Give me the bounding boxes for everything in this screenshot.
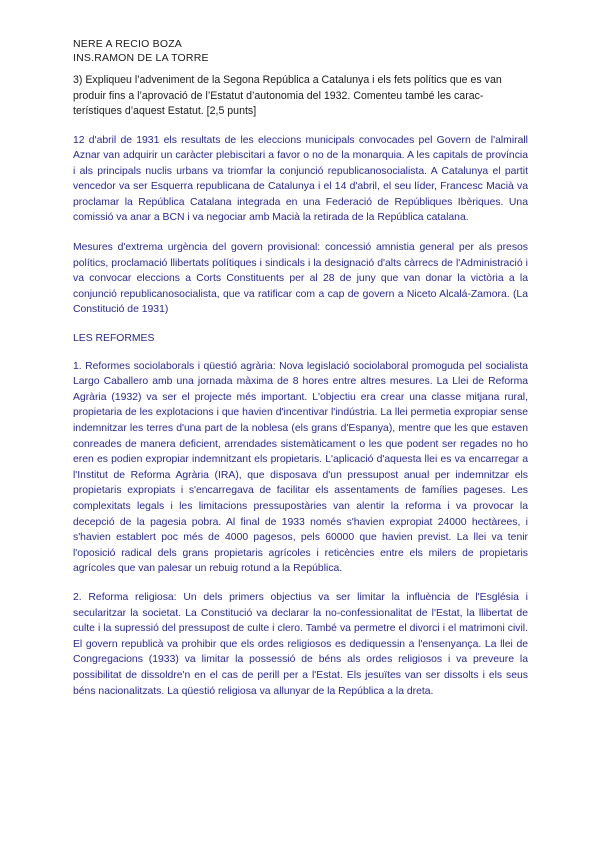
reform-paragraph-2: 2. Reforma religiosa: Un dels primers objectius va ser limitar la influència de l'Església i secularitzar la societat. La Constitució va declarar la no-confessionalitat de l'Estat, la llibertat de culte i la supressió del pressupost de culte i clero. També va permetre el divorci i el matrimoni civil. El govern republicà va prohibir que els ordes religiosos es dediquessin a l'ensenyança. La llei de Congregacions (1933) va limitar la possessió de béns als ordes religiosos i va preveure la possibilitat de dissoldre'n en el cas de perill per a l'Estat. Els jesuïtes van ser dissolts i els seus béns nacionalitzats. La qüestió religiosa va allunyar de la República a la dreta. [73,591,528,697]
exam-question: 3) Expliqueu l’adveniment de la Segona República a Catalunya i els fets polítics que es van produir fins a l’aprovació de l’Estatut d’autonomia del 1932. Comenteu també les carac-terístiques d’aquest Estatut. [2,5 punts] [73,74,502,117]
answer-paragraph-1: 12 d'abril de 1931 els resultats de les eleccions municipals convocades pel Govern de l'almirall Aznar van adquirir un caràcter plebiscitari a favor o no de la monarquia. A les capitals de província i als principals nuclis urbans va triomfar la conjunció republicanosocialista. A Catalunya el partit vencedor va ser Esquerra republicana de Catalunya i el 14 d'abril, el seu líder, Francesc Macià va proclamar la República Catalana integrada en una Federació de Repúbliques Ibèriques. Una comissió va anar a BCN i va negociar amb Macià la retirada de la República catalana. [73,134,528,224]
reforms-heading: LES REFORMES [73,333,155,345]
school-name: INS.RAMON DE LA TORRE [73,51,209,64]
document-page [73,38,528,699]
reform-paragraph-1: 1. Reformes sociolaborals i qüestió agrària: Nova legislació sociolaboral promoguda pel socialista Largo Caballero amb una jornada màxima de 8 hores entre altres mesures. La Llei de Reforma Agrària (1932) va ser el projecte més important. L'objectiu era crear una classe mitjana rural, propietaria de les explotacions i que havien d'incentivar l'indústria. La llei permetia expropiar sense indemnitzar les terres d'una part de la noblesa (els grans d'Espanya), mentre que les que estaven conreades de manera deficient, arrendades sistemàticament o les que podent ser regades no ho eren es podien expropiar indemnitzant els propietaris. L'aplicació d'aquesta llei es va encarregar a l'Institut de Reforma Agrària (IRA), que disposava d'un pressupost anual per indemnitzar els propietaris expropiats i s'encarregava de facilitar els assentaments de famílies pageses. Les complexitats legals i les limitacions pressupostàries van alentir la reforma i va provocar la decepció de la pagesia pobra. Al final de 1933 només s'havien expropiat 24000 hectàrees, i s'havien establert poc més de 4000 pagesos, pels 60000 que havien previst. La llei va tenir l'oposició radical dels grans propietaris agrícoles i reticències entre els milers de propietaris agrícoles que van palesar un rebuig rotund a la República. [73,360,528,575]
author-name: NERE A RECIO BOZA [73,38,183,50]
answer-paragraph-2: Mesures d'extrema urgència del govern provisional: concessió amnistia general per als presos polítics, proclamació llibertats polítiques i sindicals i la designació d'alts càrrecs de l'Administració i va convocar eleccions a Corts Constituents per al 28 de juny que van donar la victòria a la conjunció republicanosocialista, que va ratificar com a cap de govern a Niceto Alcalá-Zamora. (La Constitució de 1931) [73,242,528,316]
